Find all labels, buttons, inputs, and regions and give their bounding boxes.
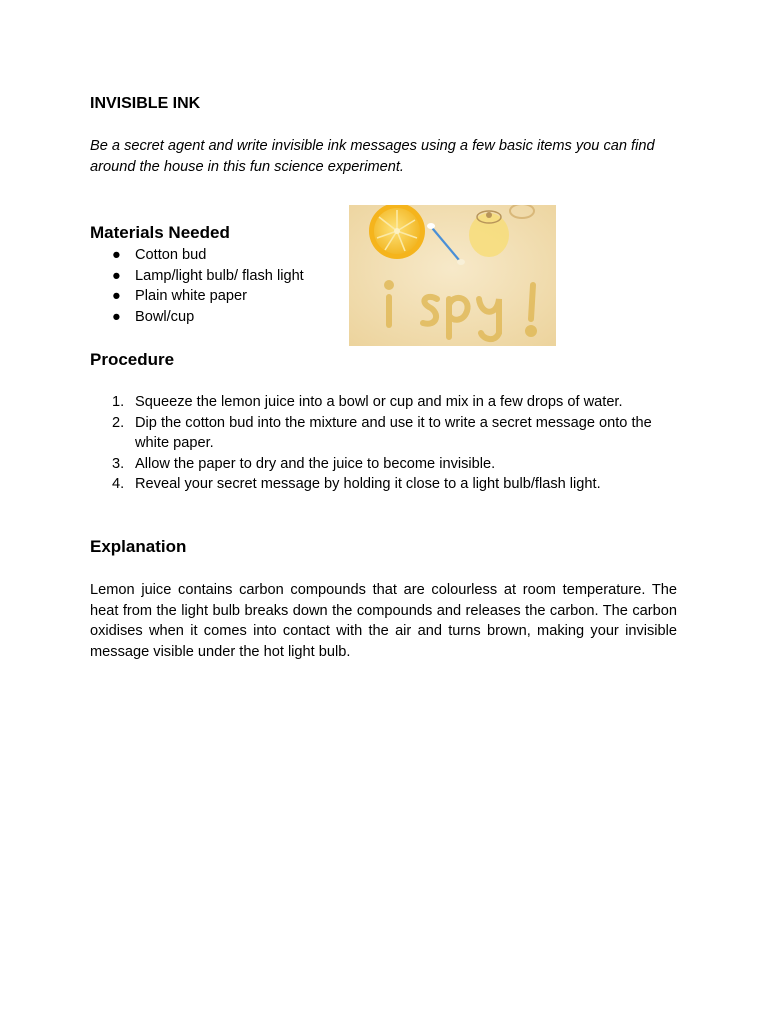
bullet-icon: ● [112, 288, 121, 305]
list-item-label: Lamp/light bulb/ flash light [135, 267, 304, 284]
list-item [90, 266, 304, 287]
lemon-spy-photo [349, 205, 556, 346]
step-text: Reveal your secret message by holding it close to a light bulb/flash light. [135, 476, 601, 492]
bullet-icon: ● [112, 247, 121, 263]
step-number: 4. [112, 476, 125, 492]
step-number: 2. [112, 414, 125, 431]
list-item-label: Bowl/cup [135, 309, 195, 326]
lemon-icon [369, 205, 425, 259]
list-item [90, 245, 304, 266]
list-item [90, 474, 680, 495]
step-number: 3. [112, 455, 125, 472]
procedure-list [90, 392, 680, 495]
explanation-text: Lemon juice contains carbon compounds that are colourless at room temperature. The heat from the light bulb breaks down the compounds and releases the carbon. The carbon oxidises when it comes into contact with the air and turns brown, making your invisible message visible under the hot light bulb. [90, 582, 677, 660]
materials-list [90, 245, 304, 328]
document-title: INVISIBLE INK [90, 95, 201, 112]
intro-text: Be a secret agent and write invisible ink messages using a few basic items you can find around the house in this fun science experiment. [90, 138, 655, 175]
materials-heading: Materials Needed [90, 223, 230, 242]
list-item [90, 413, 680, 454]
list-item [90, 286, 304, 307]
bullet-icon: ● [112, 309, 121, 326]
list-item [90, 392, 680, 413]
step-text: Squeeze the lemon juice into a bowl or cup and mix in a few drops of water. [135, 394, 623, 410]
bullet-icon: ● [112, 267, 121, 284]
list-item [90, 454, 680, 475]
procedure-heading: Procedure [90, 350, 175, 369]
explanation-heading: Explanation [90, 537, 187, 556]
list-item-label: Cotton bud [135, 247, 207, 263]
list-item-label: Plain white paper [135, 288, 247, 305]
step-text: Allow the paper to dry and the juice to become invisible. [135, 455, 496, 472]
step-number: 1. [112, 394, 125, 410]
step-text: Dip the cotton bud into the mixture and use it to write a secret message onto the white paper. [135, 414, 652, 451]
list-item [90, 307, 304, 328]
